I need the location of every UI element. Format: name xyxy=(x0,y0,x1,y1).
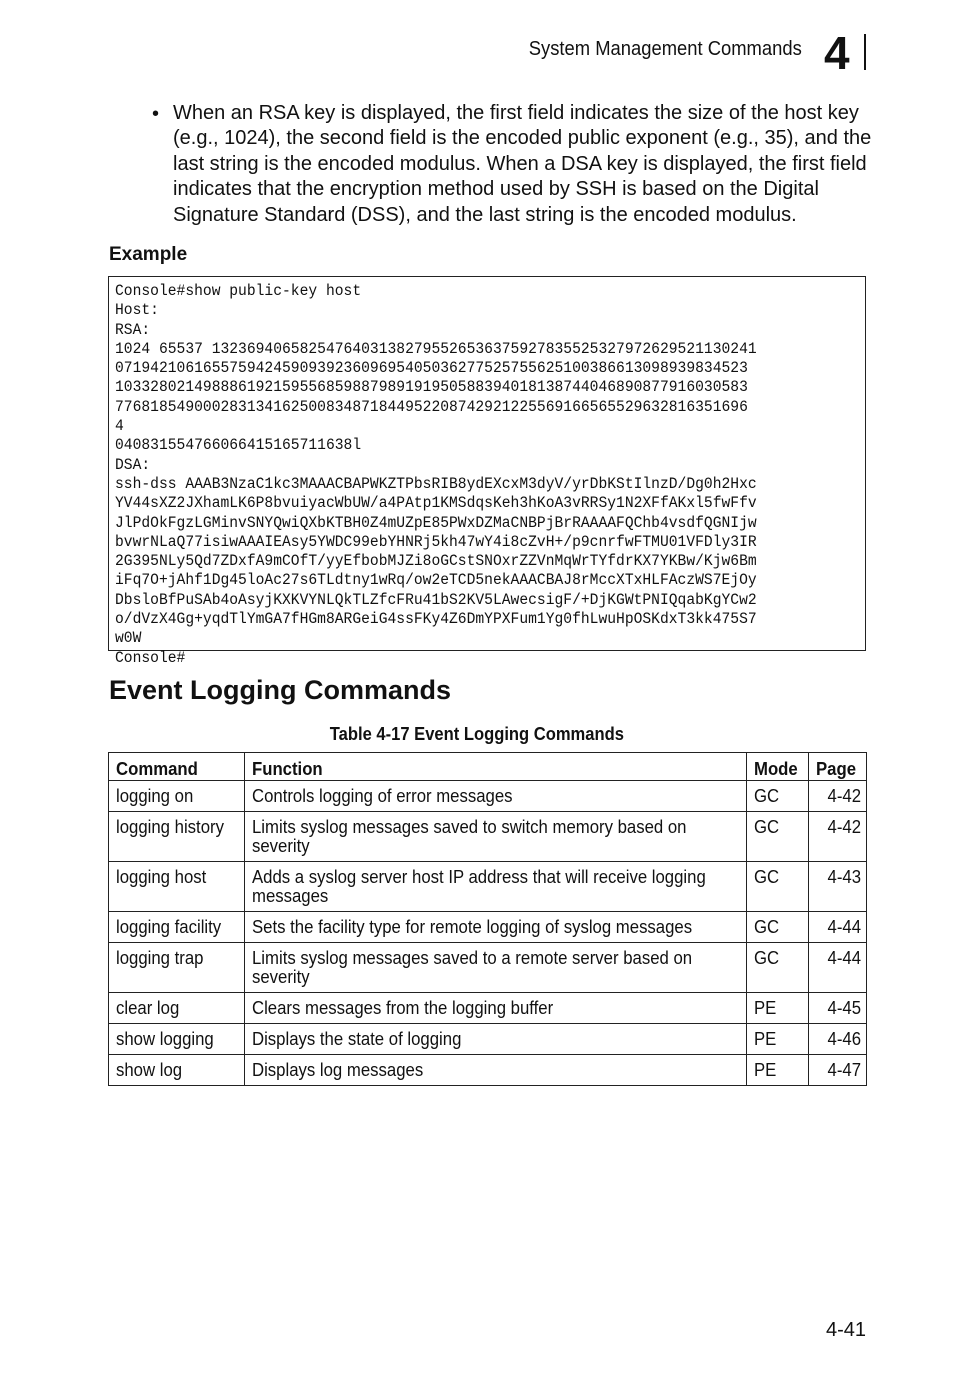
table-row xyxy=(109,862,867,912)
table-row xyxy=(109,1024,867,1055)
cell-page: 4-47 xyxy=(809,1055,867,1086)
table-header-row xyxy=(109,753,867,781)
cell-function: Limits syslog messages saved to switch memory based on severity xyxy=(245,812,747,862)
table-row xyxy=(109,943,867,993)
cell-mode: GC xyxy=(747,943,809,993)
cell-function: Sets the facility type for remote logging of syslog messages xyxy=(245,912,747,943)
table-row xyxy=(109,912,867,943)
bullet-marker: • xyxy=(152,103,160,125)
cell-function: Limits syslog messages saved to a remote server based on severity xyxy=(245,943,747,993)
cell-page: 4-44 xyxy=(809,912,867,943)
cell-mode: GC xyxy=(747,862,809,912)
cell-page: 4-42 xyxy=(809,781,867,812)
cell-command: show logging xyxy=(109,1024,245,1055)
table-caption-text: Table 4-17 Event Logging Commands xyxy=(329,724,625,744)
cell-mode: GC xyxy=(747,781,809,812)
table-row xyxy=(109,781,867,812)
cell-command: logging on xyxy=(109,781,245,812)
cell-command: logging facility xyxy=(109,912,245,943)
example-heading: Example xyxy=(109,244,188,265)
cell-mode: GC xyxy=(747,812,809,862)
cell-page: 4-46 xyxy=(809,1024,867,1055)
cell-mode: PE xyxy=(747,1055,809,1086)
table-row xyxy=(109,993,867,1024)
cell-command: clear log xyxy=(109,993,245,1024)
cell-function: Displays the state of logging xyxy=(245,1024,747,1055)
cell-mode: PE xyxy=(747,993,809,1024)
header-function: Function xyxy=(245,753,747,781)
cell-function: Clears messages from the logging buffer xyxy=(245,993,747,1024)
cell-command: logging trap xyxy=(109,943,245,993)
cell-mode: GC xyxy=(747,912,809,943)
code-example-box xyxy=(108,276,866,667)
header-page: Page xyxy=(809,753,867,781)
chapter-marker-bar xyxy=(864,34,866,70)
cell-function: Controls logging of error messages xyxy=(245,781,747,812)
cell-function: Adds a syslog server host IP address that will receive logging messages xyxy=(245,862,747,912)
event-logging-commands-table xyxy=(108,752,867,1086)
table-row xyxy=(109,1055,867,1086)
running-header-title: System Management Commands xyxy=(528,38,802,60)
header-mode: Mode xyxy=(747,753,809,781)
cell-page: 4-44 xyxy=(809,943,867,993)
table-row xyxy=(109,812,867,862)
cell-page: 4-43 xyxy=(809,862,867,912)
header-command: Command xyxy=(109,753,245,781)
cell-command: show log xyxy=(109,1055,245,1086)
code-example-text: Console#show public-key host Host: RSA: 1024 65537 13236940658254764031382795526536375927835525327972629521130241 071942106165575942459093923609695405036277525755625100386613098939834523 103328021498886192159556859887989191950588394018138744046890877916030583 776818549000283134162500834871844952208742921225569166565529632816351696 4 040831554766066415165711638l DSA: ssh-dss AAAB3NzaC1kc3MAAACBAPWKZTPbsRIB8ydEXcxM3dyV/yrDbKStIlnzD/Dg0h2Hxc YV44sXZ2JXhamLK6P8bvuiyacWbUW/a4PAtp1KMSdqsKeh3hKoA3vRRSy1N2XFfAKxl5fwFfv JlPdOkFgzLGMinvSNYQwiQXbKTBH0Z4mUZpE85PWxDZMaCNBPjBrRAAAAFQChb4vsdfQGNIjw bvwrNLaQ77isiwAAAIEAsy5YWDC99ebYHNRj5kh47wY4i8cZvH+/p9cnrfwFTMU01VFDly3IR 2G395NLy5Qd7ZDxfA9mCOfT/yyEfbobMJZi8oGCstSNOxrZZVnMqWrTYfdrKX7YKBw/Kjw6Bm iFq7O+jAhf1Dg45loAc27s6TLdtny1wRq/ow2eTCD5nekAAACBAJ8rMccXTxHLFAczWS7EjOy DbsloBfPuSAb4oAsyjKXKVYNLQkTLZfcFRu41bS2KV5LAwecsigF/+DjKGWtPNIQqabKgYCw2 o/dVzX4Gg+yqdTlYmGA7fHGm8ARGeiG4ssFKy4Z6DmYPXFum1Yg0fhLwuHpOSKdxT3kk475S7 w0W Console# xyxy=(115,282,757,667)
cell-command: logging host xyxy=(109,862,245,912)
page-number: 4-41 xyxy=(825,1319,866,1341)
table-caption xyxy=(0,724,954,745)
bullet-paragraph: When an RSA key is displayed, the first field indicates the size of the host key (e.g., 1024), the second field is the encoded public exponent (e.g., 35), and the last string is the encoded modulus. When a DSA key is displayed, the first field indicates that the encryption method used by SSH is based on the Digital Signature Standard (DSS), and the last string is the encoded modulus. xyxy=(173,102,872,226)
cell-function: Displays log messages xyxy=(245,1055,747,1086)
cell-page: 4-45 xyxy=(809,993,867,1024)
cell-page: 4-42 xyxy=(809,812,867,862)
section-title: Event Logging Commands xyxy=(109,675,452,705)
chapter-number: 4 xyxy=(824,27,850,79)
cell-mode: PE xyxy=(747,1024,809,1055)
cell-command: logging history xyxy=(109,812,245,862)
